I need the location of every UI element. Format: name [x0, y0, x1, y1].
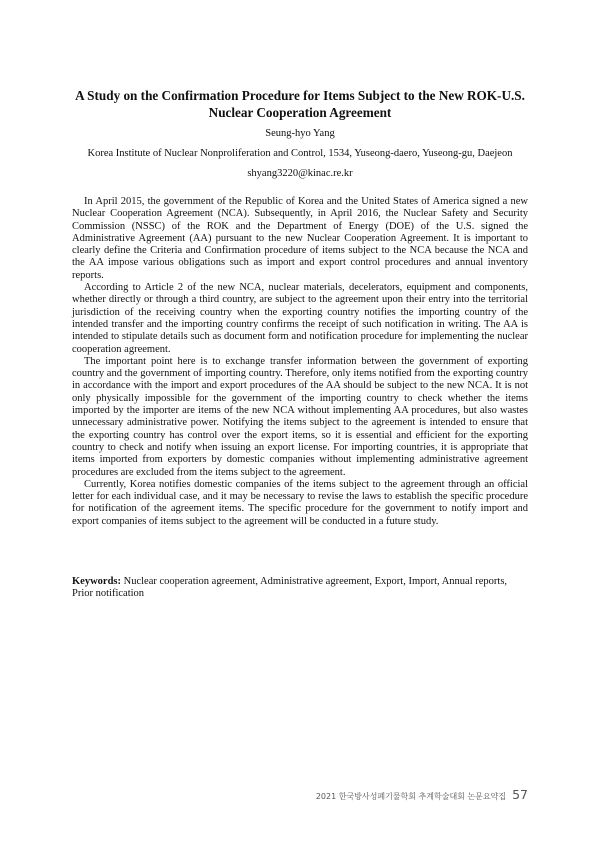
page-footer: [316, 787, 528, 802]
page-number: 57: [512, 787, 528, 802]
author-affiliation: Korea Institute of Nuclear Nonproliferation and Control, 1534, Yuseong-daero, Yuseong-gu, Daejeon: [87, 148, 513, 159]
keywords-section: [72, 576, 528, 601]
abstract-paragraph-4: Currently, Korea notifies domestic companies of the items subject to the agreement through an official letter for each individual case, and it may be necessary to revise the laws to establish the specific procedure for notification of the agreement items. The specific procedure for the government to notify import and export companies of items subject to the agreement will be conducted in a future study.: [72, 478, 528, 527]
paper-title: [60, 87, 540, 121]
keywords-label: Keywords:: [72, 576, 121, 587]
abstract-paragraph-2: According to Article 2 of the new NCA, nuclear materials, decelerators, equipment and components, whether directly or through a third country, are subject to the agreement upon their entry into the territorial jurisdiction of the receiving country when the exporting country notifies the importing country of the intended transfer and the importing country confirms the receipt of such notification in writing. The AA is intended to stipulate details such as document form and notification procedure for implementing the nuclear cooperation agreement.: [72, 282, 528, 355]
abstract-paragraph-3: The important point here is to exchange transfer information between the government of exporting country and the government of importing country. Therefore, only items notified from the exporting country in accordance with the import and export procedures of the AA should be subject to the new NCA. It is not only physically impossible for the government of the importing country to check whether the items imported by the importer are items of the new NCA without implementing AA procedures, but also wastes unnecessary administrative power. Notifying the items subject to the agreement is intended to ensure that the exporting country has control over the export items, so it is essential and efficient for the exporting country to check and notify when issuing an export license. For importing countries, it is appropriate that items imported from exporters by domestic companies without implementing administrative agreement procedures are excluded from the items subject to the agreement.: [72, 355, 528, 478]
proceedings-title: 2021 한국방사성폐기물학회 추계학술대회 논문요약집: [315, 792, 507, 801]
abstract-body: [72, 196, 528, 528]
keywords-text: Nuclear cooperation agreement, Administrative agreement, Export, Import, Annual reports, Prior notification: [72, 576, 508, 600]
author-email: shyang3220@kinac.re.kr: [247, 168, 353, 179]
abstract-paragraph-1: In April 2015, the government of the Republic of Korea and the United States of America signed a new Nuclear Cooperation Agreement (NCA). Subsequently, in April 2016, the Nuclear Safety and Security Commission (NSSC) of the ROK and the Department of Energy (DOE) of the U.S. signed the Administrative Agreement (AA) pursuant to the new Nuclear Cooperation Agreement. It is important to clearly define the Criteria and Confirmation procedure of items subject to the NCA because the NCA and the AA impose various obligations such as import and export control procedures and annual inventory reports.: [72, 196, 528, 281]
paper-title-line-1: A Study on the Confirmation Procedure for Items Subject to the New ROK-U.S.: [75, 88, 525, 103]
author-name: Seung-hyo Yang: [265, 128, 335, 139]
paper-title-line-2: Nuclear Cooperation Agreement: [208, 105, 392, 120]
